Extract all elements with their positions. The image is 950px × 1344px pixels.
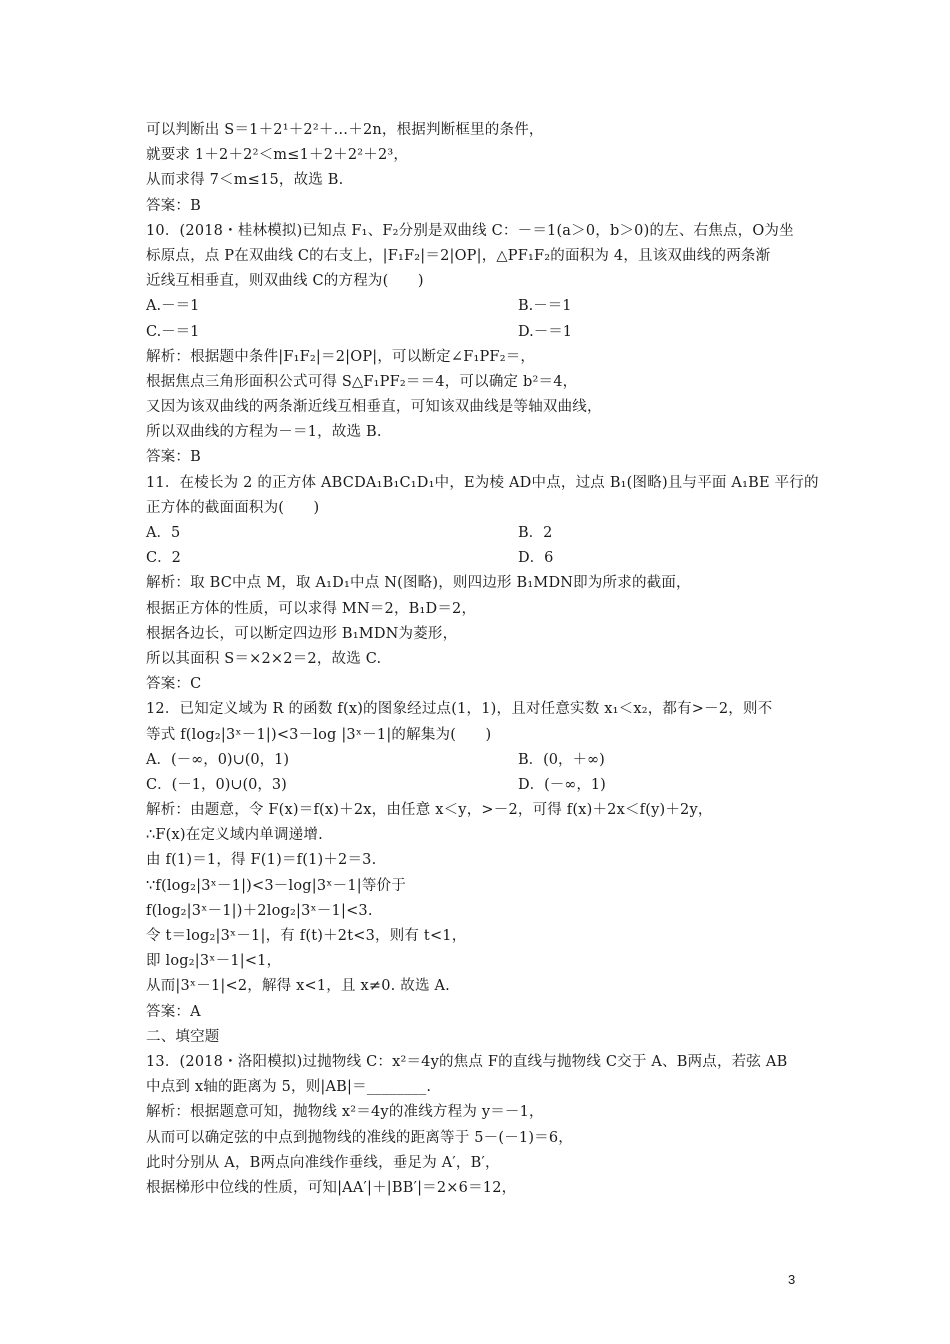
text-line: 12．已知定义域为 R 的函数 f(x)的图象经过点(1，1)，且对任意实数 x₁＜x₂，都有>－2，则不 — [146, 701, 773, 718]
answer-option: D．(－∞，1) — [518, 776, 606, 793]
text-line: 答案：B — [146, 197, 201, 214]
text-line: 中点到 x轴的距离为 5，则|AB|＝________. — [146, 1079, 432, 1096]
answer-option: C.－＝1 — [146, 323, 200, 340]
document-body — [146, 118, 819, 1201]
q10-options — [146, 294, 808, 344]
option-row — [146, 294, 808, 319]
text-line: 从而求得 7＜m≤15，故选 B. — [146, 172, 344, 189]
q12-options — [146, 748, 808, 798]
text-line: 答案：A — [146, 1003, 201, 1020]
text-line: 由 f(1)＝1，得 F(1)＝f(1)＋2＝3. — [146, 852, 377, 869]
answer-option: D．6 — [518, 550, 554, 567]
text-line: 11．在棱长为 2 的正方体 ABCDA₁B₁C₁D₁中，E为棱 AD中点，过点 B₁(图略)且与平面 A₁BE 平行的 — [146, 474, 819, 491]
text-line: 答案：C — [146, 676, 202, 693]
text-line: 此时分别从 A，B两点向准线作垂线，垂足为 A′，B′， — [146, 1154, 500, 1171]
text-line: 解析：根据题中条件|F₁F₂|＝2|OP|，可以断定∠F₁PF₂＝， — [146, 348, 536, 365]
text-line: 二、填空题 — [146, 1028, 220, 1045]
answer-option: A．(－∞，0)∪(0，1) — [146, 751, 290, 768]
text-line: 近线互相垂直，则双曲线 C的方程为( ) — [146, 273, 424, 290]
answer-option: B.－＝1 — [518, 298, 572, 315]
text-block-4 — [146, 798, 808, 1201]
text-line: 即 log₂|3ˣ－1|<1， — [146, 953, 282, 970]
text-line: 从而可以确定弦的中点到抛物线的准线的距离等于 5－(－1)＝6， — [146, 1129, 573, 1146]
text-line: 正方体的截面面积为( ) — [146, 499, 320, 516]
option-row — [146, 748, 808, 773]
text-line: 又因为该双曲线的两条渐近线互相垂直，可知该双曲线是等轴双曲线， — [146, 399, 602, 416]
q11-options — [146, 521, 808, 571]
text-line: 13．(2018・洛阳模拟)过抛物线 C：x²＝4y的焦点 F的直线与抛物线 C交于 A、B两点，若弦 AB — [146, 1053, 788, 1070]
text-line: 所以双曲线的方程为－＝1，故选 B. — [146, 424, 382, 441]
text-line: 从而|3ˣ－1|<2，解得 x<1，且 x≠0. 故选 A. — [146, 978, 450, 995]
text-line: 根据各边长，可以断定四边形 B₁MDN为菱形， — [146, 625, 458, 642]
text-line: 标原点，点 P在双曲线 C的右支上，|F₁F₂|＝2|OP|，△PF₁F₂的面积为 4，且该双曲线的两条渐 — [146, 247, 771, 264]
text-line: 就要求 1＋2＋2²＜m≤1＋2＋2²＋2³， — [146, 147, 409, 164]
option-row — [146, 546, 808, 571]
text-line: 可以判断出 S＝1＋2¹＋2²＋…＋2n，根据判断框里的条件， — [146, 122, 544, 138]
answer-option: B．(0，＋∞) — [518, 751, 605, 768]
answer-option: C．(－1，0)∪(0，3) — [146, 776, 287, 793]
text-line: 所以其面积 S＝×2×2＝2，故选 C. — [146, 650, 382, 667]
text-line: f(log₂|3ˣ－1|)＋2log₂|3ˣ－1|<3. — [146, 902, 373, 919]
answer-option: A.－＝1 — [146, 298, 200, 315]
page-number: 3 — [788, 1272, 796, 1287]
text-line: 根据正方体的性质，可以求得 MN＝2，B₁D＝2， — [146, 600, 477, 617]
text-line: 根据焦点三角形面积公式可得 S△F₁PF₂＝＝4，可以确定 b²＝4， — [146, 373, 578, 390]
option-row — [146, 773, 808, 798]
text-block-1 — [146, 118, 808, 294]
text-line: ∴F(x)在定义域内单调递增. — [146, 827, 323, 844]
option-row — [146, 521, 808, 546]
text-line: 根据梯形中位线的性质，可知|AA′|＋|BB′|＝2×6＝12， — [146, 1179, 517, 1196]
text-line: 答案：B — [146, 449, 201, 466]
text-line: 解析：由题意，令 F(x)＝f(x)＋2x，由任意 x＜y，>－2，可得 f(x)＋2x＜f(y)＋2y， — [146, 802, 713, 819]
text-line: 令 t＝log₂|3ˣ－1|，有 f(t)＋2t<3，则有 t<1， — [146, 928, 467, 944]
text-line: 解析：根据题意可知，抛物线 x²＝4y的准线方程为 y＝－1， — [146, 1104, 544, 1121]
text-line: 10．(2018・桂林模拟)已知点 F₁、F₂分别是双曲线 C：－＝1(a＞0，b＞0)的左、右焦点，O为坐 — [146, 222, 794, 239]
text-block-2 — [146, 345, 819, 521]
text-line: 解析：取 BC中点 M，取 A₁D₁中点 N(图略)，则四边形 B₁MDN即为所求的截面， — [146, 575, 691, 592]
answer-option: D.－＝1 — [518, 323, 572, 340]
answer-option: A．5 — [146, 525, 181, 541]
text-block-3 — [146, 571, 808, 747]
text-line: ∵f(log₂|3ˣ－1|)<3－log|3ˣ－1|等价于 — [146, 877, 406, 894]
answer-option: B．2 — [518, 525, 553, 541]
text-line: 等式 f(log₂|3ˣ－1|)<3－log |3ˣ－1|的解集为( ) — [146, 726, 492, 743]
option-row — [146, 320, 808, 345]
answer-option: C．2 — [146, 550, 181, 567]
